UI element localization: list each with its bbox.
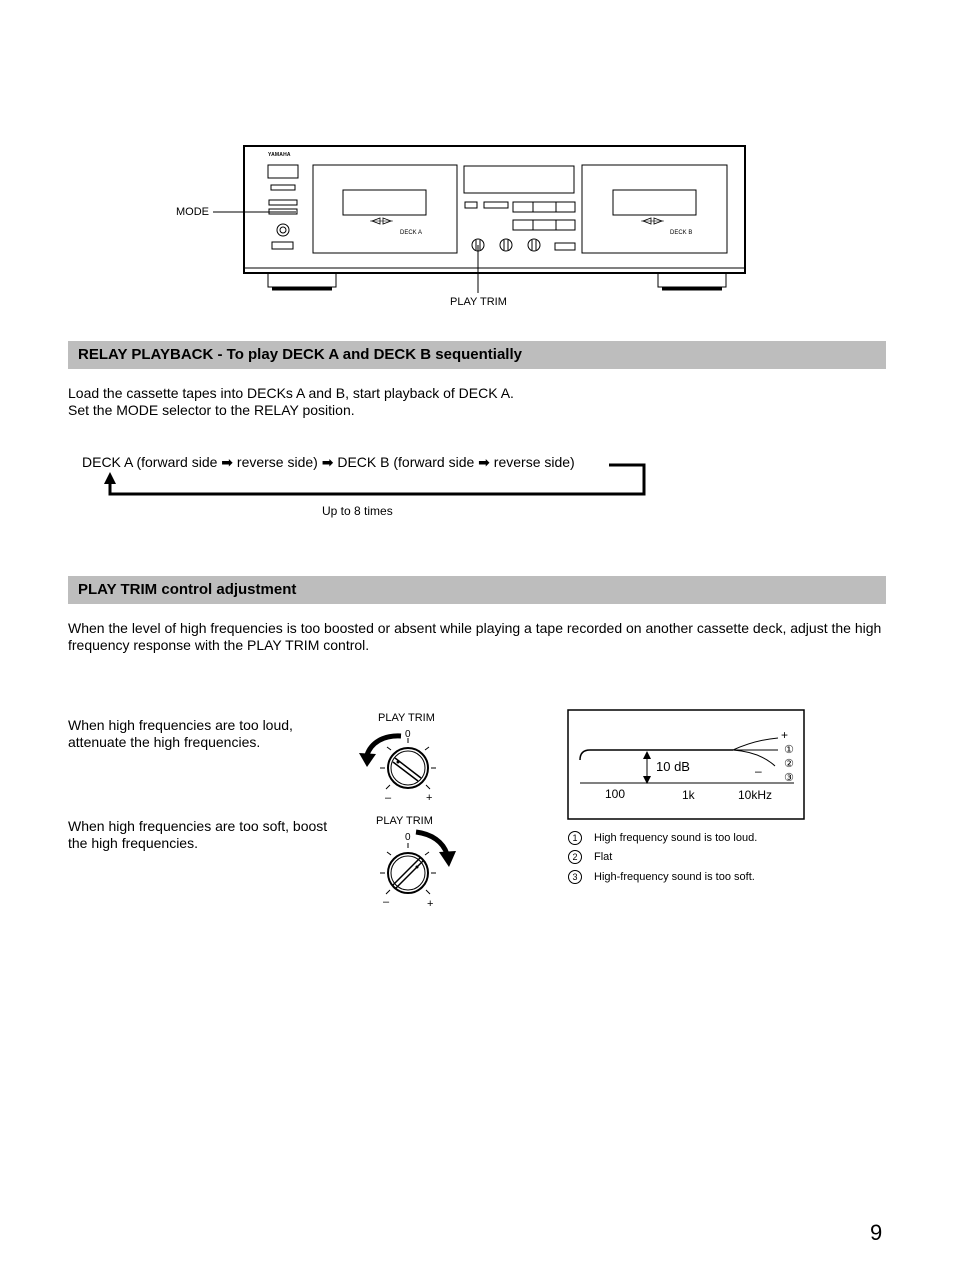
x-tick-1k: 1k [682,788,695,802]
x-tick-10khz: 10kHz [738,788,773,802]
play-trim-callout-label: PLAY TRIM [450,296,507,308]
arrow-right-icon: ➡ [221,454,234,470]
knob-label-attenuate: PLAY TRIM [378,712,435,724]
knob-label-boost: PLAY TRIM [376,815,433,827]
knob-zero-mark: 0 [405,729,411,740]
deck-b-label: DECK B [670,230,693,236]
loop-count-label: Up to 8 times [322,504,393,518]
flow-reverse-a: reverse side) [236,454,318,470]
flow-deck-a: DECK A (forward side [82,454,218,470]
curve-marker-3: ③ [784,772,794,784]
play-trim-heading: PLAY TRIM control adjustment [78,581,297,598]
relay-heading: RELAY PLAYBACK - To play DECK A and DECK B sequentially [78,346,522,363]
play-trim-knob-boost-icon [370,830,465,910]
db-scale-label: 10 dB [656,759,690,774]
curve-markers [784,743,794,785]
legend-number: 3 [568,870,582,884]
mode-label: MODE [176,206,209,218]
flow-deck-b: DECK B (forward side [337,454,475,470]
knob-plus-mark: + [426,792,433,804]
flow-reverse-b: reverse side) [493,454,575,470]
x-tick-100: 100 [605,787,626,801]
arrow-right-icon: ➡ [478,454,490,470]
legend-number: 2 [568,850,582,864]
relay-line-2: Set the MODE selector to the RELAY position. [68,402,355,418]
legend-number: 1 [568,831,582,845]
deck-a-label: DECK A [400,230,423,236]
knob-plus-mark: + [427,898,434,910]
legend-item-1 [568,831,757,845]
curve-marker-2: ② [784,758,794,770]
knob-zero-mark: 0 [405,832,411,843]
legend-item-2 [568,850,612,864]
curve-marker-1: ① [784,744,794,756]
legend-item-3 [568,870,755,884]
brand-logo: YAMAHA [268,152,291,158]
legend-text: Flat [594,851,613,863]
play-trim-intro: When the level of high frequencies is too boosted or absent while playing a tape recorded on another cassette deck, adjust the high frequency response with the PLAY TRIM control. [68,620,882,653]
knob-minus-mark: – [385,792,392,804]
legend-text: High-frequency sound is too soft. [594,871,755,883]
page-number: 9 [870,1220,883,1245]
legend-text: High frequency sound is too loud. [594,832,758,844]
arrow-right-icon: ➡ [321,454,334,470]
graph-plus-mark: + [781,728,789,742]
relay-line-1: Load the cassette tapes into DECKs A and B, start playback of DECK A. [68,385,514,401]
loud-instruction: When high frequencies are too loud, attenuate the high frequencies. [68,717,293,750]
graph-minus-mark: – [755,764,762,778]
knob-minus-mark: – [383,896,390,908]
soft-instruction: When high frequencies are too soft, boost the high frequencies. [68,818,328,851]
